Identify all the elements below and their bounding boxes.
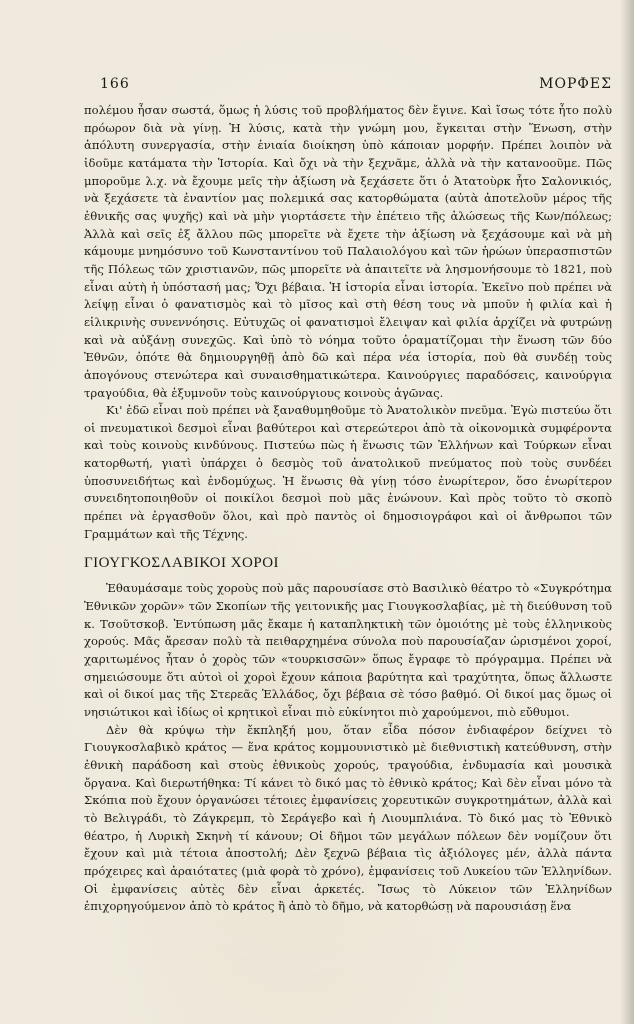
running-title: ΜΟΡΦΕΣ [539, 76, 612, 92]
paragraph-continued: πολέμου ἦσαν σωστά, ὅμως ἡ λύσις τοῦ προβλήματος δὲν ἔγινε. Καὶ ἴσως τότε ἦτο πολὺ πρόωρον διὰ νὰ γίνῃ. Ἡ λύσις, κατὰ τὴν γνώμη μου, ἔγκειται στὴν Ἕνωση, στὴν ἀπόλυτη συνεργασία, στὴν ἑνιαία διοίκηση ὑπὸ κάποιαν μορφήν. Πρέπει λοιπὸν νὰ ἰδοῦμε κατάματα τὴν Ἱστορία. Καὶ ὄχι νὰ τὴν ξεχνᾶμε, ἀλλὰ νὰ τὴν κατανοοῦμε. Πῶς μποροῦμε λ.χ. νὰ ἔχουμε μεῖς τὴν ἀξίωση νὰ ξεχάσετε ὅτι ὁ Ἀτατοὺρκ ἦτο Σαλονικιός, νὰ ξεχάσετε τὰ ἐναντίον μας πολεμικά σας κατορθώματα (αὐτὰ ἀποτελοῦν μέρος τῆς ἐθνικῆς σας ψυχῆς) καὶ νὰ μὴν γιορτάσετε τὴν ἐπέτειο τῆς ἁλώσεως τῆς Κων/πόλεως; Ἀλλὰ καὶ σεῖς ἐξ ἄλλου πῶς μπορεῖτε νὰ ἔχετε τὴν ἀξίωση νὰ ξεχάσουμε καὶ νὰ μὴ κάμουμε μνημόσυνο τοῦ Κωνσταντίνου τοῦ Παλαιολόγου καὶ τῶν ἡρώων ὑπερασπιστῶν τῆς Πόλεως τῶν χριστιανῶν, πῶς μπορεῖτε νὰ ἀπαιτεῖτε νὰ λησμονήσουμε τὸ 1821, ποὺ εἶναι αὐτὴ ἡ ὑπόστασή μας; Ὄχι βέβαια. Ἡ ἱστορία εἶναι ἱστορία. Ἐκεῖνο ποὺ πρέπει νὰ λείψῃ εἶναι ὁ φανατισμὸς καὶ τὸ μῖσος καὶ στὴ θέση τους νὰ μποῦν ἡ φιλία καὶ ἡ εἰλικρινὴς συνεννόησις. Εὐτυχῶς οἱ φανατισμοὶ ἔλειψαν καὶ φιλία ἀρχίζει νὰ φυτρώνῃ καὶ νὰ αὐξάνῃ συνεχῶς. Καὶ ὑπὸ τὸ νόημα τοῦτο ὁραματίζομαι τὴν ἕνωση τῶν δύο Ἐθνῶν, ὁπότε θὰ δημιουργηθῇ ἀπὸ δῶ καὶ πέρα νέα ἱστορία, ποὺ θὰ συνδέῃ τοὺς ἀπογόνους στενώτερα καὶ συναισθηματικώτερα. Καινούργιες παραδόσεις, καινούργια τραγούδια, θὰ ἐξυμνοῦν τοὺς καινούργιους κοινοὺς ἀγῶνας. [84, 103, 612, 400]
paragraph-state-interest: Δὲν θὰ κρύψω τὴν ἔκπληξή μου, ὅταν εἶδα πόσον ἐνδιαφέρον δείχνει τὸ Γιουγκοσλαβικὸ κράτος — ἕνα κράτος κομμουνιστικὸ μὲ διεθνιστικὴ κατεύθυνση, στὴν ἐθνικὴ παράδοση καὶ στοὺς ἐθνικοὺς χορούς, τραγούδια, ἐνδυμασία καὶ μουσικὰ ὄργανα. Καὶ διερωτήθηκα: Τί κάνει τὸ δικό μας τὸ ἐθνικὸ κράτος; Καὶ δὲν εἶναι μόνο τὰ Σκόπια ποὺ ἔχουν ὀργανώσει τέτοιες ἐμφανίσεις χορευτικῶν συγκροτημάτων, ἀλλὰ καὶ τὸ Βελιγράδι, τὸ Ζάγκρεμπ, τὸ Σεράγεβο καὶ ἡ Λιουμπλιάνα. Τὸ δικό μας τὸ Ἐθνικὸ θέατρο, ἡ Λυρικὴ Σκηνὴ τί κάνουν; Οἱ δῆμοι τῶν μεγάλων πόλεων δὲν νομίζουν ὅτι ἔχουν καὶ μιὰ τέτοια ἀποστολή; Δὲν ξεχνῶ βέβαια τὶς ἀξιόλογες μέν, ἀλλὰ πάντα πρόχειρες καὶ ἀραιότατες (μιὰ φορὰ τὸ χρόνο), ἐμφανίσεις τοῦ Λυκείου τῶν Ἑλληνίδων. Οἱ ἐμφανίσεις αὐτὲς δὲν εἶναι ἀρκετές. Ἴσως τὸ Λύκειον τῶν Ἑλληνίδων ἐπιχορηγούμενον ἀπὸ τὸ κράτος ἢ ἀπὸ τὸ δῆμο, νὰ κατορθώσῃ νὰ παρουσιάσῃ ἕνα [84, 722, 612, 914]
article-body [84, 102, 612, 916]
page-header [84, 76, 612, 98]
paragraph-dance-performance: Ἐθαυμάσαμε τοὺς χοροὺς ποὺ μᾶς παρουσίασε στὸ Βασιλικὸ θέατρο τὸ «Συγκρότημα Ἐθνικῶν χορῶν» τῶν Σκοπίων τῆς γειτονικῆς μας Γιουγκοσλαβίας, μὲ τὴ διεύθυνση τοῦ κ. Τσοῦτσκοβ. Ἐντύπωση μᾶς ἔκαμε ἡ καταπληκτικὴ τῶν ὁμοιότης μὲ τοὺς ἑλληνικοὺς χορούς. Μᾶς ἄρεσαν πολὺ τὰ πειθαρχημένα σύνολα ποὺ παρουσίαζαν ὡρισμένοι χοροί, χαριτωμένος ἦταν ὁ χορὸς τῶν «τουρκισσῶν» ὅπως ἔγραφε τὸ πρόγραμμα. Πρέπει νὰ σημειώσουμε ὅτι αὐτοὶ οἱ χοροὶ ἔχουν κάποια βαρύτητα καὶ τραχύτητα, ὅπως ἄλλωστε καὶ οἱ δικοί μας τῆς Στερεᾶς Ἑλλάδος, ὄχι βέβαια σὲ τόσο βαθμό. Οἱ δικοί μας ὅμως οἱ νησιώτικοι καὶ ἰδίως οἱ κρητικοὶ εἶναι πιὸ εὐκίνητοι πιὸ χαρούμενοι, πιὸ εὔθυμοι. [84, 581, 612, 719]
scan-edge-shadow [620, 0, 634, 1024]
paragraph-eastern-spirit: Κι' ἐδῶ εἶναι ποὺ πρέπει νὰ ξαναθυμηθοῦμε τὸ Ἀνατολικὸν πνεῦμα. Ἐγὼ πιστεύω ὅτι οἱ πνευματικοὶ δεσμοὶ εἶναι βαθύτεροι καὶ στερεώτεροι ἀπὸ τὰ οἰκονομικὰ συμφέροντα καὶ τοὺς κοινοὺς κινδύνους. Πιστεύω πὼς ἡ ἕνωσις τῶν Ἑλλήνων καὶ Τούρκων εἶναι κατορθωτή, γιατὶ ὑπάρχει ὁ δεσμὸς τοῦ ἀνατολικοῦ πνεύματος ποὺ τοὺς συνδέει ὑποσυνειδήτως καὶ ἐνδομύχως. Ἡ ἕνωσις θὰ γίνῃ τόσο ἐνωρίτερον, ὅσο ἐνωρίτερον συνειδητοποιηθοῦν οἱ ποικίλοι δεσμοὶ ποὺ μᾶς ἑνώνουν. Καὶ πρὸς τοῦτο τὸ σκοπὸ πρέπει νὰ ἐργασθοῦν ὅλοι, καὶ πρὸ παντὸς οἱ δημοσιογράφοι καὶ οἱ ἄνθρωποι τῶν Γραμμάτων καὶ τῆς Τέχνης. [84, 403, 612, 541]
page-number: 166 [100, 76, 130, 92]
section-heading-yugoslav-dances: ΓΙΟΥΓΚΟΣΛΑΒΙΚΟΙ ΧΟΡΟΙ [84, 555, 280, 572]
